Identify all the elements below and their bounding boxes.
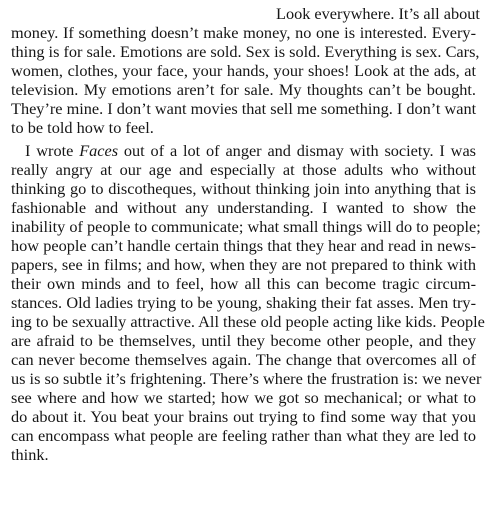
film-title: Faces bbox=[79, 141, 119, 160]
text-line: fashionable and without any understanding. I wanted to show the bbox=[11, 198, 476, 217]
text-line: papers, see in films; and how, when they are not prepared to think with bbox=[11, 255, 476, 274]
text-line: to be told how to feel. bbox=[11, 118, 154, 137]
text-line-with-title: I wrote Faces out of a lot of anger and dismay with society. I was bbox=[25, 141, 477, 160]
text-line: their own minds and to feel, how all this can become tragic circum- bbox=[11, 274, 476, 293]
text-line: thing is for sale. Emotions are sold. Sex is sold. Everything is sex. Cars, bbox=[11, 42, 480, 61]
text-line: ing to be sexually attractive. All these old people acting like kids. People bbox=[11, 312, 485, 331]
text-line: think. bbox=[11, 445, 49, 464]
text-line: see where and how we started; how we got so mechanical; or what to bbox=[11, 388, 476, 407]
text-line: can never become themselves again. The change that overcomes all of bbox=[11, 350, 476, 369]
text-line: thinking go to discotheques, without thinking join into anything that is bbox=[11, 179, 476, 198]
text-line: how people can’t handle certain things that they hear and read in news- bbox=[11, 236, 476, 255]
text-line: really angry at our age and especially at those adults who without bbox=[11, 160, 476, 179]
text-line: stances. Old ladies trying to be young, shaking their fat asses. Men try- bbox=[11, 293, 476, 312]
text-line: can encompass what people are feeling rather than what they are led to bbox=[11, 426, 476, 445]
text-line: do about it. You beat your brains out trying to find some way that you bbox=[11, 407, 476, 426]
text-line: inability of people to communicate; what small things will do to people; bbox=[11, 217, 481, 236]
text-line: us is so subtle it’s frightening. There’s where the frustration is: we never bbox=[11, 369, 482, 388]
text-line: women, clothes, your face, your hands, your shoes! Look at the ads, at bbox=[11, 61, 476, 80]
text-line: money. If something doesn’t make money, no one is interested. Every- bbox=[11, 23, 476, 42]
text-line: Look everywhere. It’s all about bbox=[276, 4, 480, 23]
text-line: are afraid to be themselves, until they become other people, and they bbox=[11, 331, 476, 350]
text-line: They’re mine. I don’t want movies that sell me something. I don’t want bbox=[11, 99, 477, 118]
text-line: television. My emotions aren’t for sale. My thoughts can’t be bought. bbox=[11, 80, 476, 99]
